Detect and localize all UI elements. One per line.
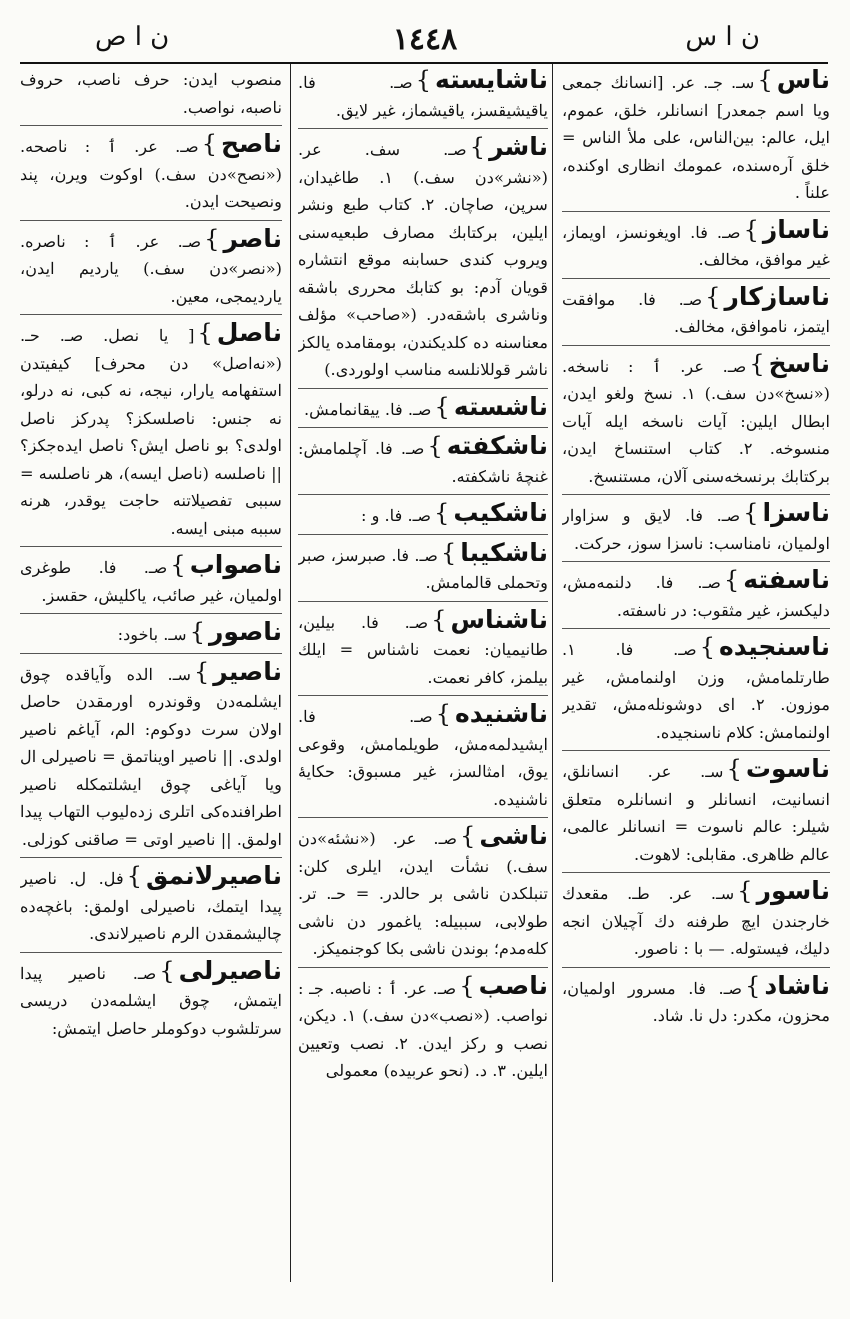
entry-definition: صـ. ناصیر پیدا ایتمش، چوق ایشلمه‌دن دریسی سرتلشوب دوکوملر حاصل ایتمش:: [20, 963, 282, 1038]
column-right: [562, 66, 830, 1282]
brace-mark: }: [469, 133, 486, 161]
dictionary-entry: [20, 857, 282, 948]
brace-mark: }: [743, 499, 759, 527]
entry-definition: صـ. فا. و :: [360, 506, 432, 525]
brace-mark: }: [197, 319, 213, 347]
entry-headword: ناسنجیده: [719, 632, 830, 661]
dictionary-entry: [562, 967, 830, 1030]
dictionary-entry: [298, 534, 548, 597]
entry-headword: ناصب: [478, 970, 548, 1000]
entry-definition: سـ. باخود:: [117, 625, 187, 644]
dictionary-entry: [20, 66, 282, 121]
dictionary-entry: [562, 872, 830, 963]
brace-mark: }: [749, 349, 765, 378]
brace-mark: }: [434, 499, 450, 527]
entry-definition: صـ. سف. عر. («نشر»دن سف.) ۱. طاغیدان، سرپن، صاچان. ۲. کتاب طبع ونشر ایلین، برکتابك مصارف طبعیه‌سنی ویروب کندی حسابنه موقع انتشاره قویان آدم: بو کتابك محرری باشقه وناشری باشقه‌در. («صاحب» مؤلف معناسنه ده کلدیکندن، بومقامده یالکز ناشر قوللانلسه مناسب اولوردی.): [298, 140, 548, 379]
entry-headword: ناصیرلی: [178, 955, 282, 985]
brace-mark: }: [705, 282, 721, 311]
entry-headword: ناصیر: [213, 656, 282, 686]
brace-mark: }: [460, 822, 476, 850]
entry-definition: صـ. فا. ۱. طارتلمامش، وزن اولنمامش، غیر موزون. ۲. ای دوشونله‌مش، تقدیر اولنمامش: کلام ناسنجیده.: [562, 640, 830, 742]
entry-headword: ناسفته: [743, 565, 830, 594]
entry-headword: ناشناس: [450, 604, 548, 634]
entry-headword: ناصر: [223, 223, 282, 253]
brace-mark: }: [743, 215, 759, 244]
entry-headword: ناشکیب: [453, 498, 548, 527]
brace-mark: }: [441, 538, 457, 567]
dictionary-entry: [562, 211, 830, 274]
dictionary-entry: [298, 817, 548, 963]
dictionary-entry: [562, 628, 830, 746]
brace-mark: }: [427, 432, 443, 460]
brace-mark: }: [724, 566, 740, 594]
entry-definition: صـ. فا. یاقیشیقسز، یاقیشماز، غیر لایق.: [298, 73, 548, 120]
entry-definition: صـ. عر. ٲ : ناصحه. («نصح»دن سف.) اوکوت ویرن، پند ونصیحت ایدن.: [20, 137, 282, 211]
page-header: [20, 22, 830, 62]
entry-headword: ناسازکار: [724, 281, 830, 311]
entry-headword: ناسوت: [745, 754, 830, 783]
column-middle: [298, 66, 548, 1282]
brace-mark: }: [126, 862, 142, 890]
dictionary-entry: [298, 601, 548, 692]
brace-mark: }: [431, 605, 447, 634]
dictionary-entry: [562, 66, 830, 207]
dictionary-entry: [20, 220, 282, 311]
entry-headword: ناشکیبا: [460, 537, 548, 567]
column-left: [20, 66, 282, 1282]
running-head-left: ن ا ص: [95, 22, 170, 52]
entry-headword: ناشی: [479, 821, 548, 850]
brace-mark: }: [757, 66, 773, 94]
dictionary-entry: [20, 613, 282, 649]
entry-definition: صـ. فا. صبرسز، صبر وتحملی قالمامش.: [298, 545, 548, 592]
entry-headword: ناصور: [209, 617, 282, 646]
entry-definition: صـ. عر. ٲ : ناصره. («نصر»دن سف.) یاردیم ایدن، یاردیمجی، معین.: [20, 231, 282, 306]
entry-definition: صـ. عر. ٲ : ناسخه. («نسخ»دن سف.) ۱. نسخ ولغو ایدن، ابطال ایلین: آیات ناسخه ایله آیات منسوخه. ۲. کتاب استنساخ ایدن، برکتابك برنسخه‌سنی آلان، مستنسخ.: [562, 356, 830, 486]
dictionary-entry: [562, 494, 830, 557]
entry-definition: صـ. فا. ایشیدلمه‌مش، طویلمامش، وقوعی یوق، امثالسز، غیر مسبوق: حکایهٔ ناشنیده.: [298, 707, 548, 809]
brace-mark: }: [159, 956, 175, 985]
entry-definition: سـ. عر. انسانلق، انسانیت، انسانلر و انسانلره متعلق شیلر: عالم ناسوت = انسانلر عالمی، عالم ظاهری. مقابلی: لاهوت.: [562, 762, 830, 864]
entry-definition: سـ. جـ. عر. [انسانك جمعی ویا اسم جمعدر] انسانلر، خلق، عموم، ایل، عالم: بین‌الناس، علی ملأ الناس = خلق آره‌سنده، عمومك انظاری اوکنده، علناً .: [562, 73, 830, 202]
brace-mark: }: [435, 700, 452, 728]
brace-mark: }: [189, 618, 205, 646]
entry-definition: صـ. عر. ٲ : ناصبه. جـ : نواصب. («نصب»دن سف.) ۱. دیکن، نصب و رکز ایدن. ۲. نصب وتعیین ایلین. ۳. د. (نحو عربیده) معمولی: [298, 978, 548, 1080]
entry-definition: صـ. فا. موافقت ایتمز، ناموافق، مخالف.: [562, 289, 830, 336]
entry-definition: صـ. فا. آچلمامش: غنچهٔ ناشکفته.: [298, 439, 548, 486]
dictionary-body: [20, 66, 830, 1282]
entry-definition: صـ. فا. ییقانمامش.: [304, 399, 432, 419]
entry-definition: صـ. عر. («نشئه»دن سف.) نشأت ایدن، ایلری کلن: تنبلکدن ناشی بر حالدر. = حـ. تر. طولابی، سببیله: یاغمور دن ناشی کله‌مدم؛ بوندن ناشی بکا کوجنمیکز.: [298, 829, 548, 958]
entry-headword: ناساز: [762, 214, 830, 244]
dictionary-entry: [562, 750, 830, 868]
entry-headword: ناصیرلانمق: [146, 861, 282, 890]
entry-headword: ناشایسته: [435, 66, 548, 94]
brace-mark: }: [434, 392, 450, 421]
brace-mark: }: [726, 755, 742, 783]
brace-mark: }: [745, 971, 761, 1000]
dictionary-entry: [298, 388, 548, 424]
dictionary-entry: [298, 427, 548, 490]
dictionary-entry: [298, 967, 548, 1085]
dictionary-entry: [562, 278, 830, 341]
dictionary-entry: [20, 653, 282, 854]
entry-headword: ناشر: [489, 132, 548, 161]
brace-mark: }: [170, 551, 186, 579]
entry-definition: صـ. فا. اویغونسز، اویماز، غیر موافق، مخالف.: [562, 222, 830, 269]
dictionary-entry: [298, 695, 548, 813]
entry-headword: ناصواب: [189, 550, 282, 579]
entry-definition: [ یا نصل. صـ. حـ. («نه‌اصل» دن محرف] کیفیتدن استفهامه یارار، نیجه، نه کبی، نه درلو، نه جنس: ناصلسکز؟ پدرکز ناصل اولدی؟ بو ناصل ایش؟ ناصل ایده‌جکز؟ || ناصلسه (ناصل ایسه)، هر ناصلسه = سببی تفصیلاتنه حاجت یوقدر، هرنه سببه مبنی ایسه.: [20, 326, 282, 538]
entry-headword: ناصل: [216, 318, 282, 347]
brace-mark: }: [201, 130, 218, 158]
entry-definition: صـ. فا. طوغری اولمیان، غیر صائب، یاکلیش، حقسز.: [20, 558, 282, 605]
entry-headword: ناشسته: [453, 391, 548, 421]
entry-definition: صـ. فا. بیلین، طانیمیان: نعمت ناشناس = ایلك بیلمز، کافر نعمت.: [298, 612, 548, 687]
entry-definition: صـ. فا. لایق و سزاوار اولمیان، نامناسب: ناسزا سوز، حرکت.: [562, 506, 830, 553]
entry-definition: صـ. فا. مسرور اولمیان، محزون، مکدر: دل نا. شاد.: [562, 978, 830, 1025]
entry-definition: صـ. فا. دلنمه‌مش، دلیکسز، غیر مثقوب: در ناسفته.: [562, 573, 830, 620]
running-head-right: ن ا س: [685, 22, 760, 52]
dictionary-entry: [298, 128, 548, 384]
brace-mark: }: [737, 877, 753, 905]
entry-headword: ناس: [776, 66, 830, 94]
entry-definition: فل. ل. ناصیر پیدا ایتمك، ناصیرلی اولمق: باغچه‌ده چالیشمقدن الرم ناصیرلاندی.: [20, 869, 282, 943]
brace-mark: }: [415, 66, 432, 94]
brace-mark: }: [699, 633, 715, 661]
header-rule: [20, 62, 828, 64]
dictionary-entry: [20, 546, 282, 609]
entry-definition: سـ. الده وآیاقده چوق ایشلمه‌دن وقوندره اورمقدن حاصل اولان سرت دوکوم: الم، آیاغم ناصیر اولدی. || ناصیر اویناتمق = ناصیرلی ال ویا آیاغی چوق ایشلتمکله ناصیر اطرافنده‌کی اتلری زده‌لیوب التهاب پیدا اولمق. || ناصیر اوتی = صاقنی کوزلی.: [20, 664, 282, 849]
dictionary-entry: [20, 314, 282, 542]
dictionary-entry: [298, 66, 548, 124]
dictionary-entry: [562, 561, 830, 624]
dictionary-entry: [20, 125, 282, 216]
entry-headword: ناشنیده: [455, 699, 548, 728]
entry-headword: ناسور: [756, 876, 830, 905]
entry-headword: ناسخ: [768, 348, 830, 378]
brace-mark: }: [204, 224, 220, 253]
dictionary-entry: [562, 345, 830, 491]
entry-definition: منصوب ایدن: حرف ناصب، حروف ناصبه، نواصب.: [20, 70, 282, 117]
entry-headword: ناصح: [221, 129, 282, 158]
entry-headword: ناشاد: [764, 970, 830, 1000]
entry-definition: سـ. عر. طـ. مقعدك خارجندن ایچ طرفنه دك آچیلان انجه دلیك، فیستوله. — با : ناصور.: [562, 884, 830, 958]
brace-mark: }: [194, 657, 210, 686]
page-number: ١٤٤٨: [392, 22, 458, 57]
entry-headword: ناسزا: [762, 498, 830, 527]
dictionary-entry: [20, 952, 282, 1043]
dictionary-entry: [298, 494, 548, 530]
entry-headword: ناشکفته: [446, 431, 548, 460]
brace-mark: }: [459, 971, 475, 1000]
